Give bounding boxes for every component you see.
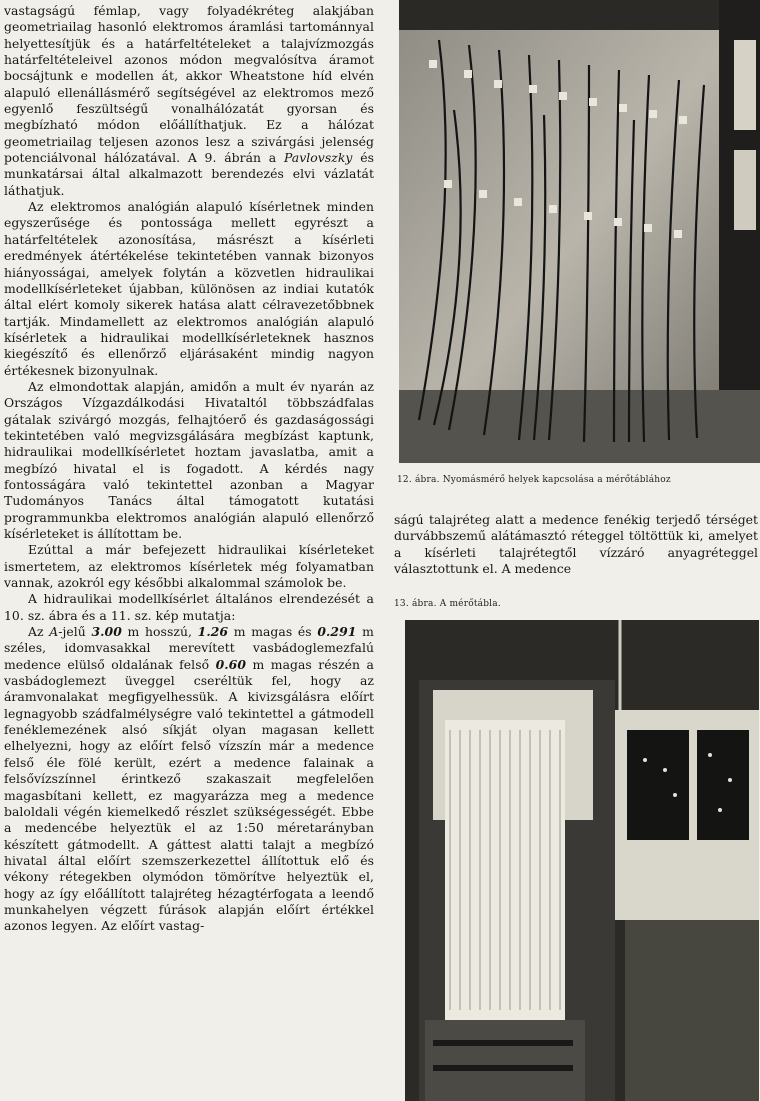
paragraph-1: vastagságú fémlap, vagy folyadékréteg alakjában geometriailag hasonló elektromos áramlási tartománnyal helyettesítjük és a határfeltételeket a talajvízmozgás határfeltételeivel azonos módon megvalósítva áramot bocsájtunk e modellen át, akkor Wheatstone híd elvén alapuló ellenállásmérő segítségével az elektromos mező egyenlő feszültségű vonalhálózatát gyorsan és megbízható módon előállíthatjuk. Ez a hálózat geometriailag teljesen azonos lesz a szivárgási jelenség potenciálvonal hálózatával. A 9. ábrán a Pavlovszky és munkatársai által alkalmazott berendezés elvi vázlatát láthatjuk. [4, 3, 374, 198]
figure-13-photo [405, 620, 759, 1101]
left-text-column [4, 3, 374, 935]
author-name: Pavlovszky [283, 150, 353, 166]
paragraph-6: Az A-jelű 3.00 m hosszú, 1.26 m magas és 0.291 m széles, idomvasakkal merevített vasbádoglemezfalú medence elülső oldalának felső 0.60 m magas részén a vasbádoglemezt üveggel cseréltük fel, hogy az áramvonalakat megfigyelhessük. A kivizsgálásra előírt legnagyobb szádfalmélységre való tekintettel a gátmodell fenéklemezének alsó síkját olyan magasan kellett elhelyezni, hogy az előírt felső vízszín már a medence felső éle fölé került, ezért a medence falainak a felsővízszínnel érintkező szakaszait megfelelően magasbítani kellett, ez magyarázza meg a medence baloldali végén kiemelkedő részlet szükségességét. Ebbe a medencébe helyeztük el az 1:50 méretarányban készített gátmodellt. A gáttest alatti talajt a megbízó hivatal által előírt szemszerkezettel állítottuk elő és vékony rétegekben olymódon tömörítve helyeztük el, hogy az így előállított talajréteg hézagtérfogata a leendő munkahelyen végzett fúrások alapján előírt értékkel azonos legyen. Az előírt vastag- [4, 624, 374, 934]
figure-12-caption: 12. ábra. Nyomásmérő helyek kapcsolása a mérőtáblához [397, 475, 671, 485]
paragraph-3: Az elmondottak alapján, amidőn a mult év nyarán az Országos Vízgazdálkodási Hivataltól többszádfalas gátalak szivárgó mozgás, felhajtóerő és gazdaságossági tekintetében való megvizsgálására megbízást kaptunk, hidraulikai modellkísérletet hoztam javaslatba, amit a megbízó hivatal el is fogadott. A kérdés nagy fontosságára való tekintettel azonban a Magyar Tudományos Tanács által támogatott kutatási programmunkba elektromos analógián alapuló ellenőrző kísérleteket is állítottam be. [4, 378, 374, 541]
paragraph-2: Az elektromos analógián alapuló kísérletnek minden egyszerűsége és pontossága mellett egyrészt a határfeltételek azonosítása, másrészt a kísérleti eredmények átértékelése tekintetében vannak bizonyos hiányosságai, amelyek folytán a közvetlen hidraulikai modellkísérleteket újabban, különösen az indiai kutatók által elért komoly sikerek hatása alatt célravezetőbbnek tartják. Mindamellett az elektromos analógián alapuló kísérletek a hidraulikai modellkísérleteknek hasznos kiegészítő és ellenőrző eljárásaként mindig nagyon értékesnek bizonyulnak. [4, 199, 374, 378]
figure-12-photo [399, 0, 760, 463]
paragraph-continued: ságú talajréteg alatt a medence fenékig terjedő térséget durvábbszemű alátámasztó réteggel töltöttük ki, amelyet a kísérleti talajrétegtől vízzáró anyagréteggel választottunk el. A medence [394, 512, 758, 577]
measuring-board-image [405, 620, 759, 1101]
figure-13-caption: 13. ábra. A mérőtábla. [394, 599, 501, 609]
pressure-gauge-wiring-image [399, 0, 760, 463]
paragraph-5: A hidraulikai modellkísérlet általános elrendezését a 10. sz. ábra és a 11. sz. kép mutatja: [4, 591, 374, 623]
paragraph-4: Ezúttal a már befejezett hidraulikai kísérleteket ismertetem, az elektromos kísérletek még folyamatban vannak, azokról egy későbbi alkalommal számolok be. [4, 542, 374, 591]
right-text-block [394, 512, 758, 577]
